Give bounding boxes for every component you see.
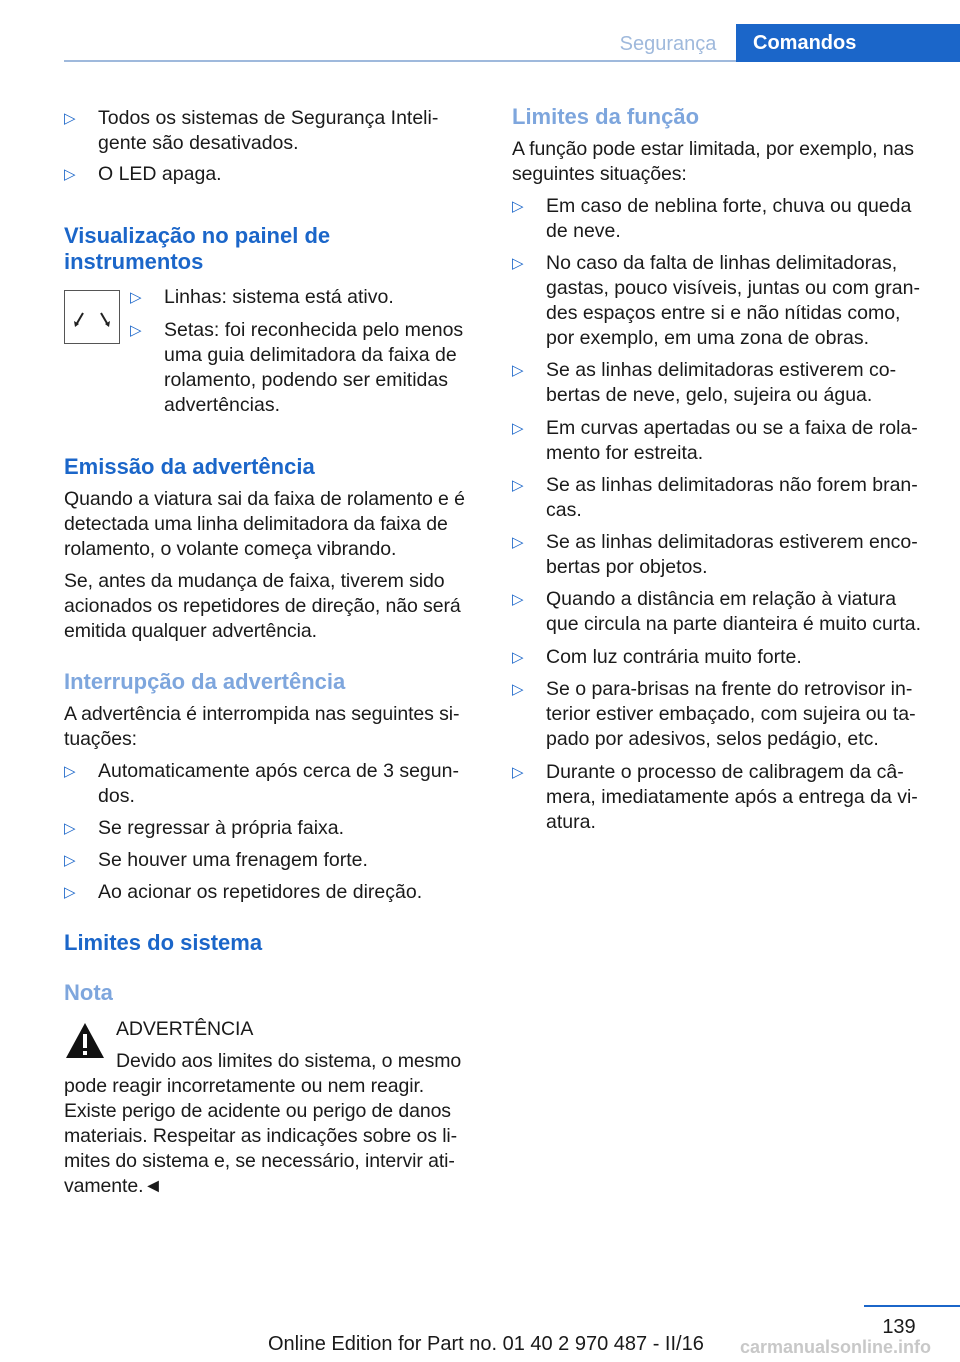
bullet-triangle-icon: ▷ — [512, 764, 524, 781]
bullet-triangle-icon: ▷ — [512, 534, 524, 551]
bullet-triangle-icon: ▷ — [512, 198, 524, 215]
paragraph-interrupcao: A advertência é interrompida nas seguintes si- tuações: — [64, 703, 460, 750]
bullet-triangle-icon: ▷ — [512, 362, 524, 379]
bullet-triangle-icon: ▷ — [512, 255, 524, 272]
header-section-tab[interactable]: Segurança — [619, 33, 717, 55]
list-item-text: Setas: foi reconhecida pelo menos uma guia delimitadora da faixa de rolamento, podendo ser emitidas advertências. — [164, 319, 464, 416]
heading-nota: Nota — [64, 980, 113, 1005]
page-number: 139 — [882, 1316, 916, 1338]
paragraph-limites-intro: A função pode estar limitada, por exemplo, nas seguintes situações: — [512, 138, 914, 185]
list-item — [512, 473, 932, 523]
list-item — [512, 760, 932, 835]
list-item — [64, 106, 476, 156]
list-item-text: Automaticamente após cerca de 3 segun- dos. — [98, 760, 459, 807]
list-item-text: Se as linhas delimitadoras estiverem enco- bertas por objetos. — [546, 531, 918, 578]
list-item — [130, 285, 476, 310]
list-item-text: Se as linhas delimitadoras estiverem co- bertas de neve, gelo, sujeira ou água. — [546, 359, 897, 406]
list-item — [64, 759, 476, 809]
list-item-text: Ao acionar os repetidores de direção. — [98, 881, 423, 903]
paragraph-emissao-2: Se, antes da mudança de faixa, tiverem sido acionados os repetidores de direção, não será emitida qualquer advertência. — [64, 570, 461, 642]
list-item-text: No caso da falta de linhas delimitadoras, gastas, pouco visíveis, juntas ou com gran- des espaços entre si e não nítidas como, por exemplo, em uma zona de obras. — [546, 252, 920, 349]
bullet-triangle-icon: ▷ — [64, 852, 76, 869]
warning-first-line: Devido aos limites do sistema, o mesmo — [116, 1050, 462, 1072]
list-item-text: Quando a distância em relação à viatura que circula na parte dianteira é muito curta. — [546, 588, 922, 635]
heading-interrupcao: Interrupção da advertência — [64, 669, 346, 694]
heading-limites-sistema: Limites do sistema — [64, 930, 263, 955]
list-item — [64, 816, 476, 841]
list-item-text: O LED apaga. — [98, 163, 222, 185]
list-item — [512, 194, 932, 244]
list-item — [512, 251, 932, 351]
bullet-triangle-icon: ▷ — [64, 166, 76, 183]
warning-triangle-icon — [64, 1020, 106, 1062]
list-item-text: Em caso de neblina forte, chuva ou queda de neve. — [546, 195, 912, 242]
watermark: carmanualsonline.info — [740, 1337, 932, 1357]
bullet-triangle-icon: ▷ — [130, 289, 142, 306]
list-item — [512, 358, 932, 408]
bullet-triangle-icon: ▷ — [64, 884, 76, 901]
bullet-triangle-icon: ▷ — [512, 681, 524, 698]
list-item — [130, 318, 476, 418]
bullet-triangle-icon: ▷ — [64, 110, 76, 127]
bullet-triangle-icon: ▷ — [512, 477, 524, 494]
heading-visualizacao: Visualização no painel de instrumentos — [64, 223, 331, 274]
paragraph-emissao-1: Quando a viatura sai da faixa de rolamento e é detectada uma linha delimitadora da faixa de rolamento, o volante começa vibrando. — [64, 488, 465, 560]
bullet-triangle-icon: ▷ — [512, 591, 524, 608]
list-item — [512, 416, 932, 466]
list-item-text: Se as linhas delimitadoras não forem bran- cas. — [546, 474, 918, 521]
list-item — [512, 645, 932, 670]
list-item — [512, 587, 942, 637]
footer-edition: Online Edition for Part no. 01 40 2 970 487 - II/16 — [268, 1333, 704, 1355]
bullet-triangle-icon: ▷ — [64, 820, 76, 837]
header-chapter-tab[interactable]: Comandos — [736, 24, 960, 62]
list-item-text: Em curvas apertadas ou se a faixa de rola- mento for estreita. — [546, 417, 918, 464]
bullet-triangle-icon: ▷ — [130, 322, 142, 339]
footer-rule — [864, 1305, 960, 1307]
list-item-text: Se o para-brisas na frente do retrovisor in- terior estiver embaçado, com sujeira ou ta- pado por adesivos, selos pedágio, etc. — [546, 678, 916, 750]
list-item-text: Com luz contrária muito forte. — [546, 646, 802, 668]
list-item-text: Todos os sistemas de Segurança Inteli- gente são desativados. — [98, 107, 439, 154]
list-item-text: Linhas: sistema está ativo. — [164, 286, 394, 308]
list-item-text: Se regressar à própria faixa. — [98, 817, 345, 839]
bullet-triangle-icon: ▷ — [64, 763, 76, 780]
warning-body: pode reagir incorretamente ou nem reagir. Existe perigo de acidente ou perigo de danos materiais. Respeitar as indicações sobre os li- mites do sistema e, se necessário, intervir ati- vamente.◄ — [64, 1075, 458, 1197]
list-item — [64, 880, 476, 905]
bullet-triangle-icon: ▷ — [512, 420, 524, 437]
list-item-text: Se houver uma frenagem forte. — [98, 849, 368, 871]
list-item — [512, 677, 932, 752]
list-item — [64, 848, 476, 873]
lane-departure-indicator-icon — [64, 290, 120, 344]
list-item — [512, 530, 932, 580]
warning-title: ADVERTÊNCIA — [116, 1018, 254, 1040]
heading-limites-funcao: Limites da função — [512, 104, 700, 129]
list-item — [64, 162, 476, 187]
bullet-triangle-icon: ▷ — [512, 649, 524, 666]
list-item-text: Durante o processo de calibragem da câ- mera, imediatamente após a entrega da vi- atura. — [546, 761, 918, 833]
heading-emissao: Emissão da advertência — [64, 454, 315, 479]
